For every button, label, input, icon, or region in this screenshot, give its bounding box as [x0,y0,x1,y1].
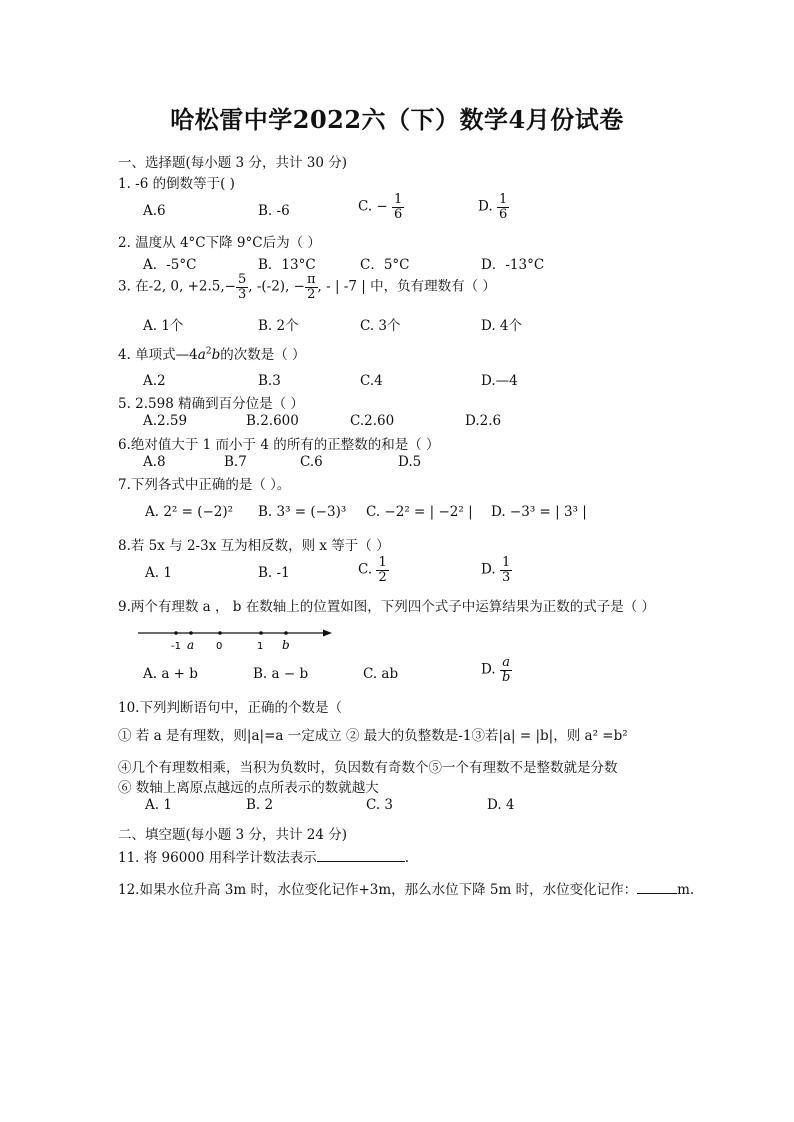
question-8-c-denominator: 2 [378,569,387,585]
question-12-answer-blank[interactable] [637,881,677,894]
question-5-stem: 5. 2.598 精确到百分位是（ ） [118,396,304,412]
question-8-option-d [481,556,512,584]
point-one [259,631,263,635]
axis-label-zero: 0 [216,641,223,652]
question-4-variable-b: b [211,347,221,363]
point-zero [218,631,222,635]
question-4-stem-part-b: 的次数是（ ） [220,347,306,363]
question-9-option-c: C. ab [363,666,399,682]
question-9-stem: 9.两个有理数 a ， b 在数轴上的位置如图，下列四个式子中运算结果为正数的式子是（ ） [118,599,656,615]
question-4-option-a: A.2 [143,373,166,389]
question-5-option-d: D.2.6 [465,413,502,429]
question-6-option-d: D.5 [398,454,422,470]
question-11 [118,846,409,866]
axis-label-one: 1 [257,641,264,652]
question-8-option-a: A. 1 [145,565,172,581]
question-10-option-b: B. 2 [246,797,274,813]
question-7-stem: 7.下列各式中正确的是（ ）。 [118,477,291,493]
question-10-option-a: A. 1 [145,797,172,813]
question-10-option-c: C. 3 [366,797,394,813]
question-1-c-numerator: 1 [394,192,403,207]
question-4-stem-part-a: 4. 单项式—4 [118,347,198,363]
question-12 [118,878,694,898]
section-heading-choice: 一、选择题(每小题 3 分，共计 30 分) [118,155,347,171]
question-9-option-d-prefix: D. [481,661,496,678]
question-3-option-c: C. 3个 [360,318,401,334]
question-3-fraction-2-numerator: π [306,272,316,287]
point-b [284,631,288,635]
question-1-c-denominator: 6 [394,206,403,222]
question-9-d-denominator: b [501,669,511,685]
question-9-option-d [481,656,512,684]
axis-label-b: b [282,638,290,652]
question-8-option-d-prefix: D. [481,561,500,578]
question-3-option-d: D. 4个 [481,318,523,334]
page-title: 哈松雷中学2022六（下）数学4月份试卷 [170,105,624,134]
question-8-option-b: B. -1 [258,565,290,581]
question-3-stem-part-a: 3. 在-2, 0, +2.5,− [118,278,236,295]
question-8-option-c [358,556,389,584]
question-4-stem [118,343,306,363]
section-heading-fill-in: 二、填空题(每小题 3 分，共计 24 分) [118,827,347,843]
question-4-variable-a: a [197,347,206,363]
question-2-option-c: C．5°C [360,257,410,273]
question-8-d-numerator: 1 [501,555,511,570]
question-1-d-numerator: 1 [498,192,508,207]
question-7-option-d: D. −3³ = | 3³ | [491,504,587,520]
question-10-statement-line-3: ⑥ 数轴上离原点越远的点所表示的数就越大 [118,780,379,796]
question-11-end: . [404,850,410,866]
question-10-option-d: D. 4 [487,797,515,813]
question-3-fraction-2-denominator: 2 [307,286,316,302]
question-5-option-a: A.2.59 [143,413,188,429]
question-7-option-b: B. 3³ = (−3)³ [258,504,347,520]
question-1-option-c [358,193,404,221]
question-8-stem: 8.若 5x 与 2-3x 互为相反数，则 x 等于（ ） [118,538,390,554]
question-4-exponent: 2 [205,346,212,357]
axis-label-minus-one: -1 [171,641,181,652]
question-3-fraction-1-denominator: 3 [237,286,247,302]
axis-label-a: a [187,638,195,652]
question-8-d-denominator: 3 [501,569,511,585]
question-6-option-b: B.7 [224,454,247,470]
question-11-stem: 11. 将 96000 用科学计数法表示 [118,850,317,866]
question-3-fraction-1-numerator: 5 [237,272,247,287]
question-10-statement-line-2: ④几个有理数相乘，当积为负数时，负因数有奇数个⑤一个有理数不是整数就是分数 [118,760,618,776]
point-a [189,631,193,635]
question-1-option-d [478,193,509,221]
question-1-option-c-prefix: C. − [358,198,388,215]
question-4-option-d: D.—4 [481,373,518,389]
number-line-arrow-icon [323,630,332,637]
question-1-option-d-prefix: D. [478,198,497,215]
question-11-answer-blank[interactable] [317,849,405,862]
question-6-stem: 6.绝对值大于 1 而小于 4 的所有的正整数的和是（ ） [118,437,440,453]
question-9-option-b: B. a − b [253,666,309,682]
question-6-option-a: A.8 [143,454,166,470]
question-3-stem-part-b: , -(-2), − [248,278,305,295]
question-2-option-b: B．13°C [258,257,316,273]
question-4-option-c: C.4 [360,373,383,389]
question-8-c-numerator: 1 [378,555,387,570]
question-8-option-c-prefix: C. [358,561,377,578]
question-1-option-b: B. -6 [258,203,290,219]
question-3-stem-part-c: , - | -7 | 中，负有理数有（ ） [317,278,496,295]
number-line-figure [135,624,340,654]
question-3-option-a: A. 1个 [143,318,184,334]
question-2-option-d: D．-13°C [481,257,545,273]
question-3-stem [118,273,496,301]
question-10-stem: 10.下列判断语句中，正确的个数是（ [118,700,342,716]
question-1-stem: 1. -6 的倒数等于( ) [118,176,235,192]
question-1-d-denominator: 6 [498,206,508,222]
question-5-option-c: C.2.60 [350,413,395,429]
question-7-option-a: A. 2² = (−2)² [145,504,234,520]
question-12-end: m. [677,882,695,898]
question-6-option-c: C.6 [300,454,323,470]
question-3-option-b: B. 2个 [258,318,299,334]
question-5-option-b: B.2.600 [246,413,299,429]
question-1-option-a: A.6 [143,203,166,219]
question-7-option-c: C. −2² = | −2² | [366,504,473,520]
question-10-statement-line-1: ① 若 a 是有理数，则|a|=a 一定成立 ② 最大的负整数是-1③若|a| = |b|，则 a² =b² [118,728,628,744]
question-4-option-b: B.3 [258,373,281,389]
question-9-option-a: A. a + b [143,666,198,682]
question-2-option-a: A．-5°C [143,257,197,273]
question-12-stem: 12.如果水位升高 3m 时，水位变化记作+3m，那么水位下降 5m 时，水位变化记作： [118,882,638,898]
question-2-stem: 2. 温度从 4°C下降 9°C后为（ ） [118,235,321,251]
question-9-d-numerator: a [502,655,510,670]
point-minus-one [174,631,178,635]
